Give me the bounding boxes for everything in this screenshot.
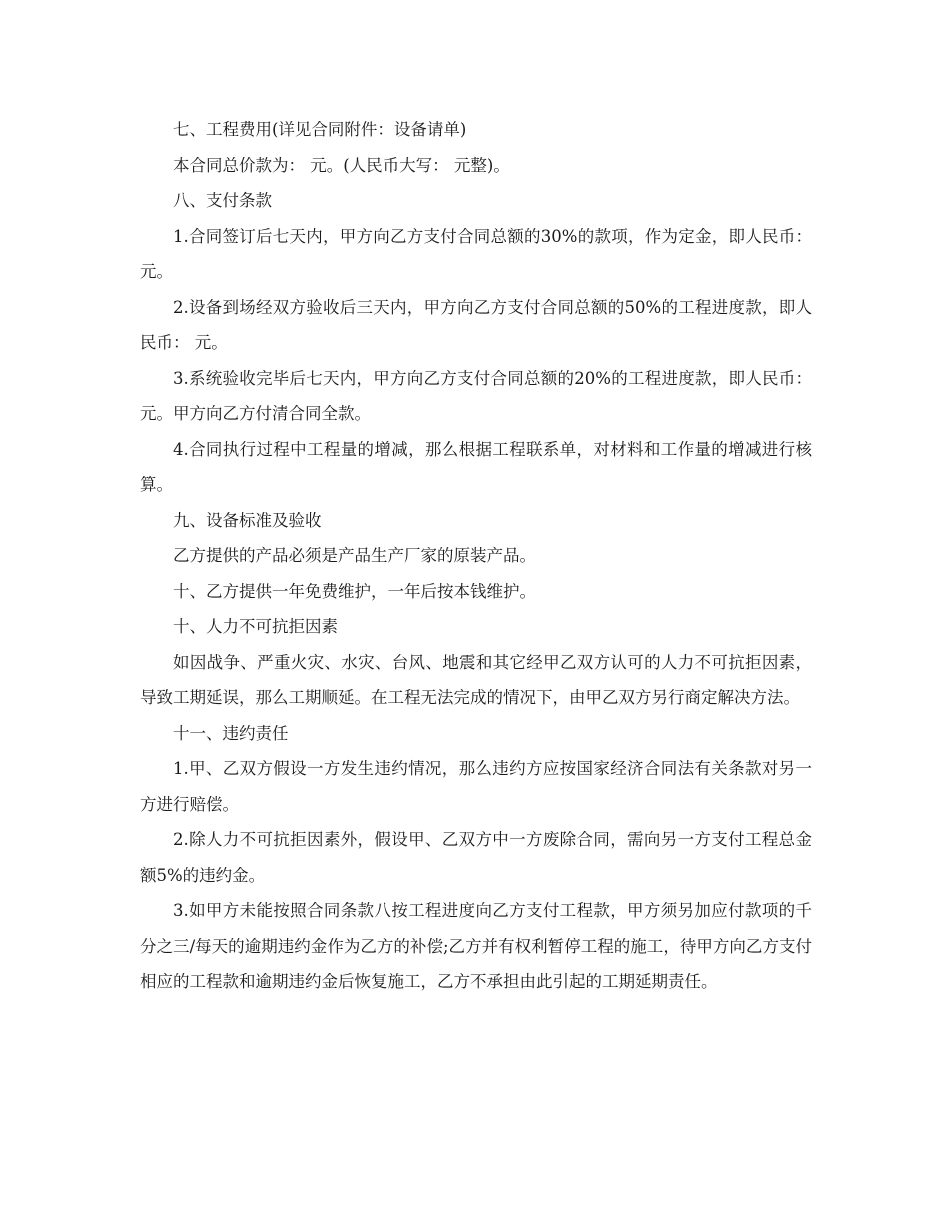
payment-clause-4: 4.合同执行过程中工程量的增减，那么根据工程联系单，对材料和工作量的增减进行核算。 [140,439,812,494]
liability-clause-3: 3.如甲方未能按照合同条款八按工程进度向乙方支付工程款，甲方须另加应付款项的千分之三/每天的逾期违约金作为乙方的补偿;乙方并有权利暂停工程的施工，待甲方向乙方支付相应的工程款和逾期违约金后恢复施工，乙方不承担由此引起的工期延期责任。 [140,901,812,991]
force-majeure-paragraph: 如因战争、严重火灾、水灾、台风、地震和其它经甲乙双方认可的人力不可抗拒因素，导致工期延误，那么工期顺延。在工程无法完成的情况下，由甲乙双方另行商定解决方法。 [140,652,812,707]
standards-paragraph: 乙方提供的产品必须是产品生产厂家的原装产品。 [173,546,536,565]
document-body [140,112,812,1000]
section-heading-payment: 八、支付条款 [173,191,272,210]
section-heading-standards: 九、设备标准及验收 [173,510,322,530]
section-heading-fee: 七、工程费用(详见合同附件：设备请单) [173,120,467,139]
payment-clause-3: 3.系统验收完毕后七天内，甲方向乙方支付合同总额的20%的工程进度款，即人民币： 元。甲方向乙方付清合同全款。 [140,368,812,423]
liability-clause-1: 1.甲、乙双方假设一方发生违约情况，那么违约方应按国家经济合同法有关条款对另一方进行赔偿。 [140,759,812,814]
section-heading-maintenance: 十、乙方提供一年免费维护，一年后按本钱维护。 [173,581,536,601]
total-price-paragraph: 本合同总价款为： 元。(人民币大写： 元整)。 [173,155,510,175]
payment-clause-2: 2.设备到场经双方验收后三天内，甲方向乙方支付合同总额的50%的工程进度款，即人民币： 元。 [140,297,812,352]
payment-clause-1: 1.合同签订后七天内，甲方向乙方支付合同总额的30%的款项，作为定金，即人民币： 元。 [140,226,812,281]
section-heading-liability: 十一、违约责任 [173,723,289,743]
liability-clause-2: 2.除人力不可抗拒因素外，假设甲、乙双方中一方废除合同，需向另一方支付工程总金额5%的违约金。 [140,830,812,885]
section-heading-force-majeure: 十、人力不可抗拒因素 [173,617,338,636]
